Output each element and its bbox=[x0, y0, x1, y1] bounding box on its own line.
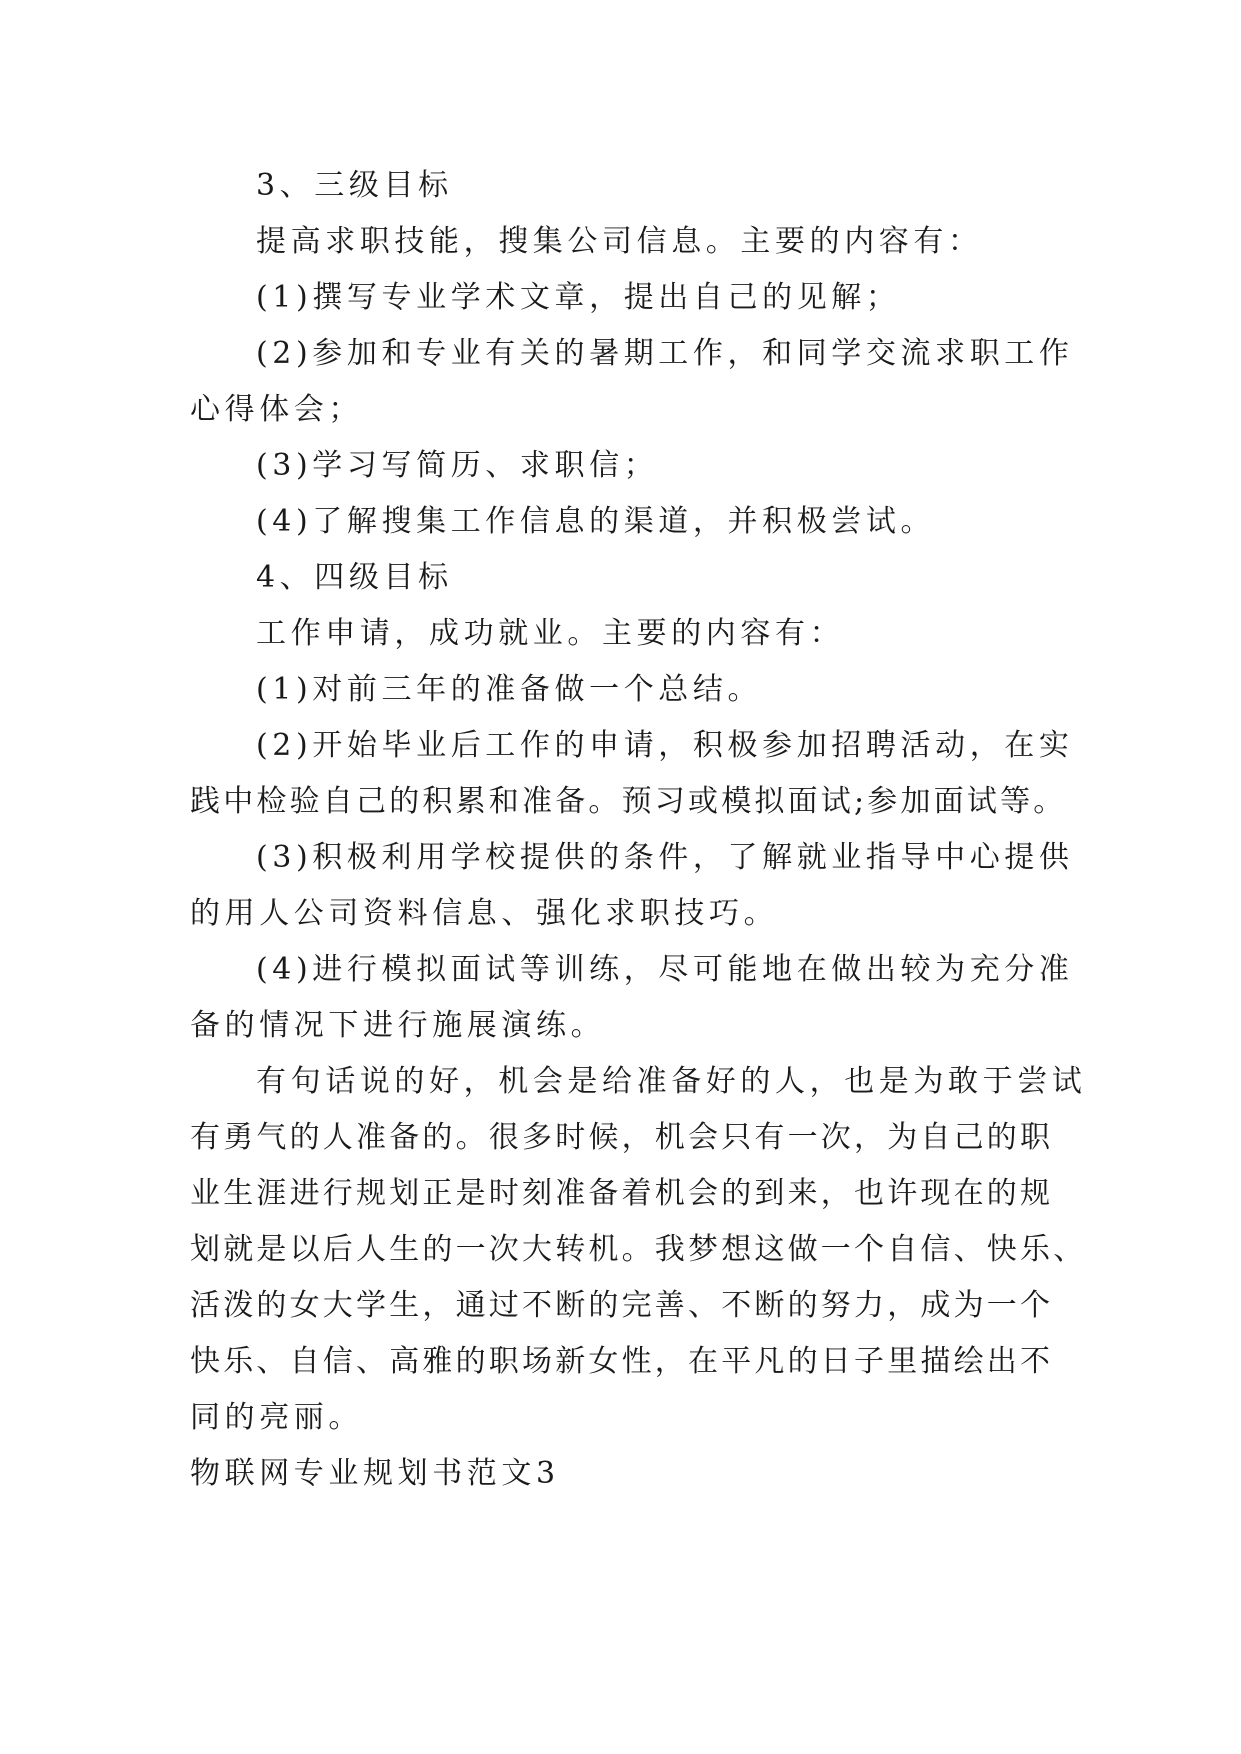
paragraph-line: 提高求职技能，搜集公司信息。主要的内容有： bbox=[256, 224, 983, 259]
list-item-line: (1)撰写专业学术文章，提出自己的见解； bbox=[256, 280, 901, 315]
list-item-line: (1)对前三年的准备做一个总结。 bbox=[256, 672, 763, 707]
paragraph-line: 活泼的女大学生，通过不断的完善、不断的努力，成为一个 bbox=[190, 1288, 1054, 1323]
paragraph-line: 有勇气的人准备的。很多时候，机会只有一次，为自己的职 bbox=[190, 1120, 1054, 1155]
heading-level-4-goal: 4、四级目标 bbox=[256, 560, 453, 595]
paragraph-line: 快乐、自信、高雅的职场新女性，在平凡的日子里描绘出不 bbox=[190, 1344, 1054, 1379]
list-item-line: 心得体会； bbox=[190, 392, 363, 427]
list-item-line: 的用人公司资料信息、强化求职技巧。 bbox=[190, 896, 779, 931]
list-item-line: (2)开始毕业后工作的申请，积极参加招聘活动，在实 bbox=[256, 728, 1074, 763]
list-item-line: (4)了解搜集工作信息的渠道，并积极尝试。 bbox=[256, 504, 936, 539]
list-item-line: 践中检验自己的积累和准备。预习或模拟面试;参加面试等。 bbox=[190, 784, 1067, 819]
paragraph-line: 划就是以后人生的一次大转机。我梦想这做一个自信、快乐、 bbox=[190, 1232, 1087, 1267]
list-item-line: (3)学习写简历、求职信； bbox=[256, 448, 659, 483]
list-item-line: (3)积极利用学校提供的条件，了解就业指导中心提供 bbox=[256, 840, 1074, 875]
paragraph-line: 工作申请，成功就业。主要的内容有： bbox=[256, 616, 845, 651]
section-title: 物联网专业规划书范文3 bbox=[190, 1456, 560, 1491]
list-item-line: (2)参加和专业有关的暑期工作，和同学交流求职工作 bbox=[256, 336, 1074, 371]
paragraph-line: 同的亮丽。 bbox=[190, 1400, 363, 1435]
heading-level-3-goal: 3、三级目标 bbox=[256, 168, 453, 203]
list-item-line: 备的情况下进行施展演练。 bbox=[190, 1008, 606, 1043]
paragraph-line: 有句话说的好，机会是给准备好的人，也是为敢于尝试 bbox=[256, 1064, 1087, 1099]
paragraph-line: 业生涯进行规划正是时刻准备着机会的到来，也许现在的规 bbox=[190, 1176, 1054, 1211]
list-item-line: (4)进行模拟面试等训练，尽可能地在做出较为充分准 bbox=[256, 952, 1074, 987]
